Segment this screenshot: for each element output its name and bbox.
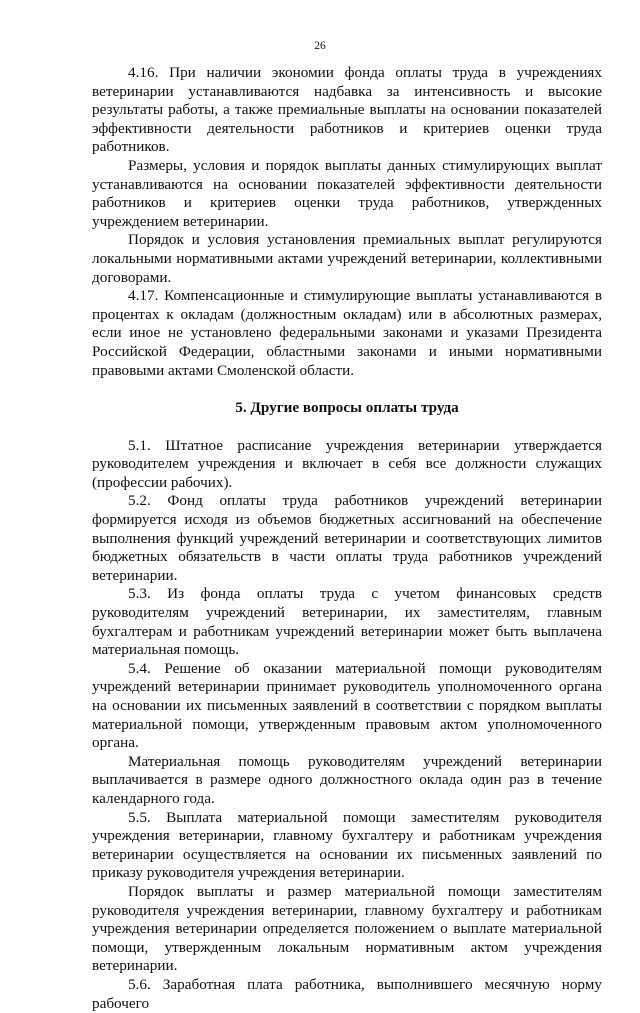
paragraph-4-16: 4.16. При наличии экономии фонда оплаты труда в учреждениях ветеринарии устанавливаются надбавка за интенсивность и высокие результаты работы, а также премиальные выплаты на основании показателей эффективности деятельности работников и критериев оценки труда работников.: [92, 64, 602, 156]
paragraph-5-4: 5.4. Решение об оказании материальной помощи руководителям учреждений ветеринарии принимает руководитель уполномоченного органа на основании их письменных заявлений в соответствии с порядком выплаты материальной помощи, утвержденным правовым актом уполномоченного органа.: [92, 659, 602, 752]
paragraph-4-16-sizes: Размеры, условия и порядок выплаты данных стимулирующих выплат устанавливаются на основании показателей эффективности деятельности работников и критериев оценки труда работников, утвержденных учреждением ветеринарии.: [92, 156, 602, 230]
paragraph-5-6: 5.6. Заработная плата работника, выполнившего месячную норму рабочего: [92, 975, 602, 1012]
paragraph-5-2: 5.2. Фонд оплаты труда работников учреждений ветеринарии формируется исходя из объемов бюджетных ассигнований на обеспечение выполнения функций учреждений ветеринарии и соответствующих лимитов бюджетных обязательств в части оплаты труда работников учреждений ветеринарии.: [92, 492, 602, 584]
document-body: [92, 64, 602, 1013]
paragraph-5-1: 5.1. Штатное расписание учреждения ветеринарии утверждается руководителем учреждения и включает в себя все должности служащих (профессии рабочих).: [92, 436, 602, 491]
page-number: 26: [314, 40, 326, 52]
paragraph-5-4-amount: Материальная помощь руководителям учреждений ветеринарии выплачивается в размере одного должностного оклада один раз в течение календарного года.: [92, 752, 602, 807]
paragraph-4-16-procedure: Порядок и условия установления премиальных выплат регулируются локальными нормативными актами учреждений ветеринарии, коллективными договорами.: [92, 231, 602, 286]
paragraph-4-17: 4.17. Компенсационные и стимулирующие выплаты устанавливаются в процентах к окладам (должностным окладам) или в абсолютных размерах, если иное не установлено федеральными законами и указами Президента Российской Федерации, областными законами и иными нормативными правовыми актами Смоленской области.: [92, 287, 602, 379]
section-heading: 5. Другие вопросы оплаты труда: [235, 399, 459, 417]
paragraph-5-3: 5.3. Из фонда оплаты труда с учетом финансовых средств руководителям учреждений ветеринарии, их заместителям, главным бухгалтерам и работникам учреждений ветеринарии может быть выплачена материальная помощь.: [92, 585, 602, 659]
paragraph-5-5: 5.5. Выплата материальной помощи заместителям руководителя учреждения ветеринарии, главному бухгалтеру и работникам учреждения ветеринарии осуществляется на основании их письменных заявлений по приказу руководителя учреждения ветеринарии.: [92, 808, 602, 882]
paragraph-5-5-procedure: Порядок выплаты и размер материальной помощи заместителям руководителя учреждения ветеринарии, главному бухгалтеру и работникам учреждения ветеринарии определяется положением о выплате материальной помощи, утвержденным локальным нормативным актом учреждения ветеринарии.: [92, 882, 602, 975]
